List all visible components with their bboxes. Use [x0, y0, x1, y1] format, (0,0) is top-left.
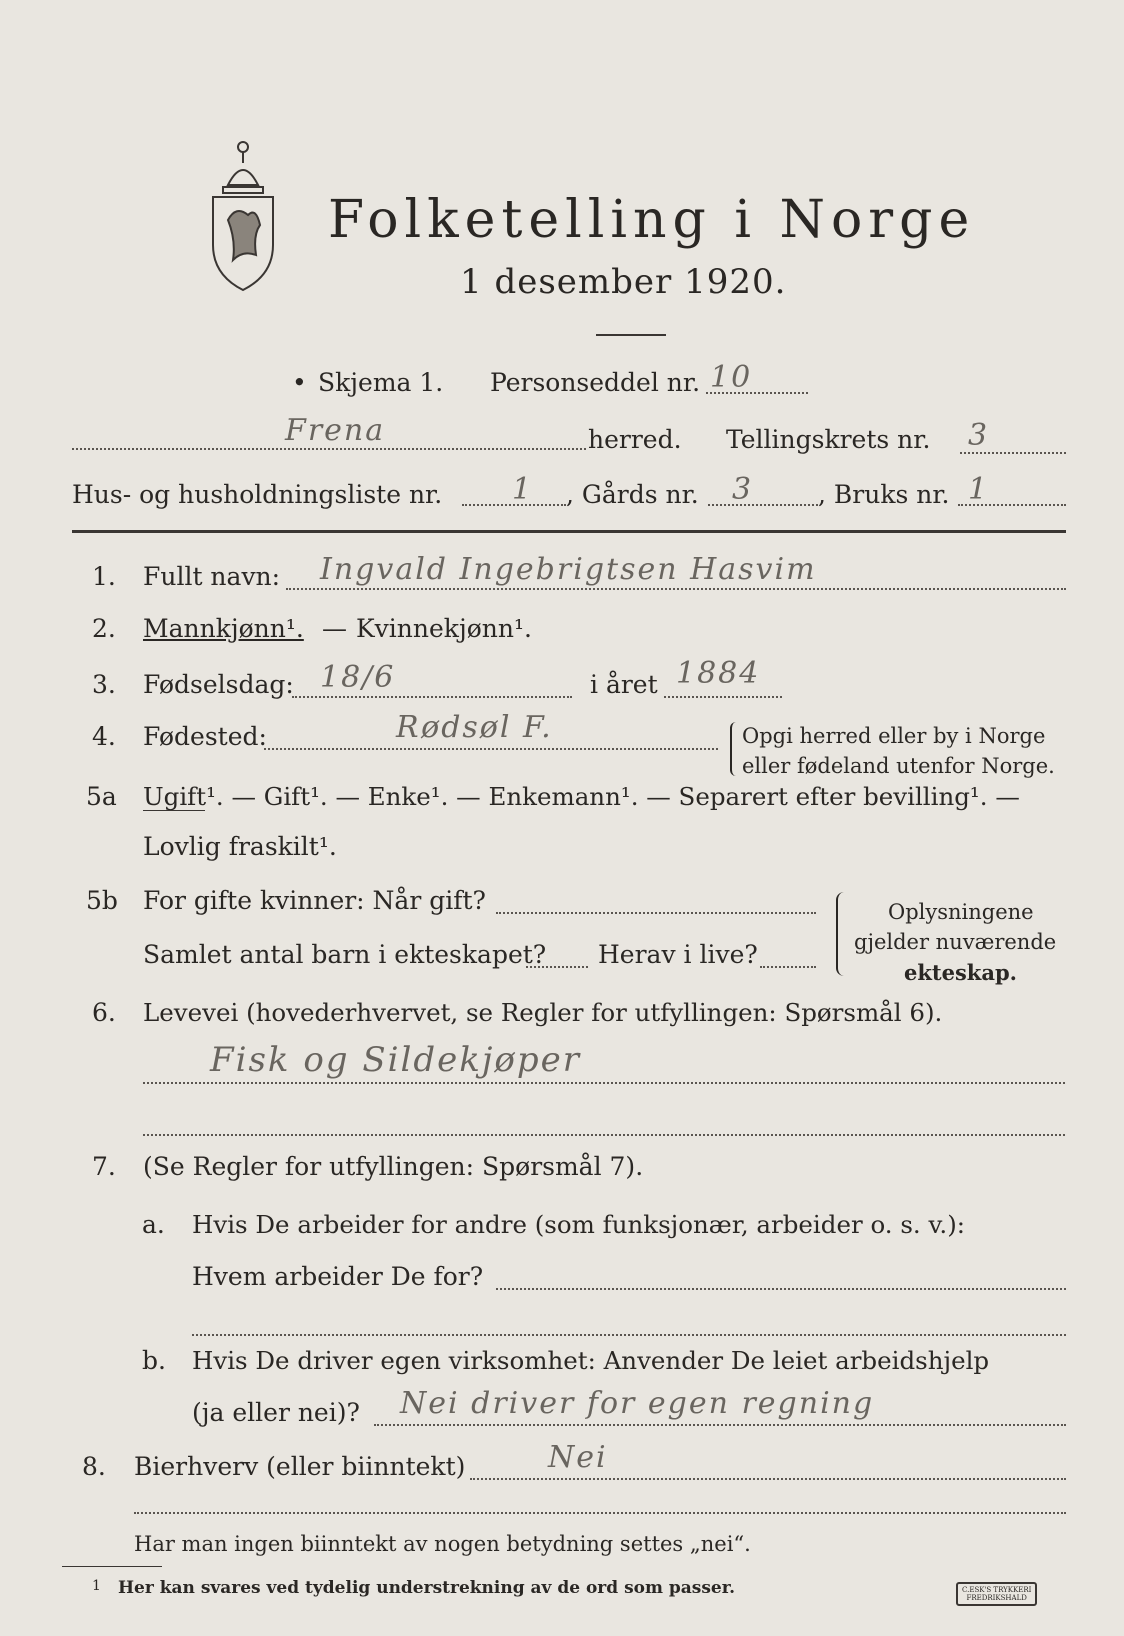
q2-male-option: Mannkjønn¹.	[143, 614, 304, 643]
q5b-line3	[760, 966, 816, 968]
q3-value: 18/6	[320, 660, 396, 695]
q6-number: 6.	[92, 998, 116, 1027]
footer-note: Har man ingen biinntekt av nogen betydning settes „nei“.	[134, 1532, 751, 1556]
q7a-answer-line	[496, 1288, 1066, 1290]
q2-separator: —	[322, 614, 347, 643]
coat-of-arms-icon	[198, 135, 288, 295]
q1-number: 1.	[92, 562, 116, 591]
q7a-answer-line2	[192, 1334, 1066, 1336]
q5b-note-line2: gjelder nuværende	[854, 930, 1057, 954]
q7a-letter: a.	[142, 1210, 165, 1239]
printer-stamp-line2: FREDRIKSHALD	[966, 1594, 1027, 1602]
q4-number: 4.	[92, 722, 116, 751]
q7b-value: Nei driver for egen regning	[400, 1386, 875, 1421]
gards-label: , Gårds nr.	[566, 480, 699, 509]
hus-value: 1	[512, 472, 534, 507]
gards-value: 3	[732, 472, 754, 507]
personseddel-label: Personseddel nr.	[490, 368, 701, 397]
q2-female-option: Kvinnekjønn¹.	[356, 614, 532, 643]
page-subtitle: 1 desember 1920.	[460, 262, 787, 302]
q6-label: Levevei (hovederhvervet, se Regler for utfyllingen: Spørsmål 6).	[143, 998, 943, 1027]
herred-line	[72, 448, 586, 450]
q5a-line1: Ugift¹. — Gift¹. — Enke¹. — Enkemann¹. — Separert efter bevilling¹. —	[143, 782, 1020, 811]
q6-line1	[143, 1082, 1065, 1084]
footnote-mark: 1	[92, 1578, 101, 1594]
q7-number: 7.	[92, 1152, 116, 1181]
q7b-letter: b.	[142, 1346, 166, 1375]
q7b-line1: Hvis De driver egen virksomhet: Anvender De leiet arbeidshjelp	[192, 1346, 990, 1375]
title-divider	[596, 334, 666, 336]
q8-line2	[134, 1512, 1066, 1514]
q3-line	[292, 696, 572, 698]
q7a-line2: Hvem arbeider De for?	[192, 1262, 484, 1291]
tellingskrets-value: 3	[968, 418, 990, 453]
q5b-label3: Herav i live?	[598, 940, 758, 969]
tellingskrets-label: Tellingskrets nr.	[726, 425, 931, 454]
q4-label: Fødested:	[143, 722, 267, 751]
gards-line	[708, 504, 818, 506]
bruks-label: , Bruks nr.	[818, 480, 950, 509]
q1-value: Ingvald Ingebrigtsen Hasvim	[320, 552, 817, 587]
q8-value: Nei	[548, 1440, 608, 1475]
q3-number: 3.	[92, 670, 116, 699]
q7b-answer-line	[374, 1424, 1066, 1426]
q4-line	[264, 748, 718, 750]
q5b-line1	[496, 912, 816, 914]
q3-label: Fødselsdag:	[143, 670, 294, 699]
herred-value: Frena	[285, 413, 386, 448]
hus-label: Hus- og husholdningsliste nr.	[72, 480, 443, 509]
q5b-note-line1: Oplysningene	[888, 900, 1034, 924]
q5b-label1: For gifte kvinner: Når gift?	[143, 886, 486, 915]
q4-note-brace	[730, 722, 740, 776]
q3-year-value: 1884	[676, 656, 761, 691]
printer-stamp-line1: C.ESK'S TRYKKERI	[962, 1586, 1032, 1594]
q7b-line2: (ja eller nei)?	[192, 1398, 360, 1427]
herred-label: herred.	[588, 425, 682, 454]
q5b-note-line3: ekteskap.	[904, 960, 1017, 985]
page-title: Folketelling i Norge	[328, 190, 976, 250]
q8-label: Bierhverv (eller biinntekt)	[134, 1452, 466, 1481]
schema-label: Skjema 1.	[318, 368, 444, 397]
q3-year-line	[664, 696, 782, 698]
q4-note-line1: Opgi herred eller by i Norge	[742, 724, 1046, 748]
q2-number: 2.	[92, 614, 116, 643]
footnote-rule	[62, 1566, 162, 1567]
q8-number: 8.	[82, 1452, 106, 1481]
q5a-number: 5a	[86, 782, 117, 811]
q6-line2	[143, 1134, 1065, 1136]
q5b-number: 5b	[86, 886, 118, 915]
q4-note-line2: eller fødeland utenfor Norge.	[742, 754, 1055, 778]
printer-stamp	[956, 1582, 1037, 1606]
bullet-mark: •	[292, 368, 307, 397]
q5b-note-brace	[836, 892, 848, 976]
q6-value: Fisk og Sildekjøper	[210, 1040, 582, 1080]
q5b-label2: Samlet antal barn i ekteskapet?	[143, 940, 547, 969]
q5a-line2: Lovlig fraskilt¹.	[143, 832, 337, 861]
q1-label: Fullt navn:	[143, 562, 281, 591]
header-rule	[72, 530, 1066, 533]
q7a-line1: Hvis De arbeider for andre (som funksjonær, arbeider o. s. v.):	[192, 1210, 966, 1239]
footnote-text: Her kan svares ved tydelig understrekning av de ord som passer.	[118, 1578, 736, 1598]
q8-line	[470, 1478, 1066, 1480]
q5a-ugift-underline	[143, 810, 205, 811]
personseddel-value: 10	[710, 360, 753, 395]
bruks-value: 1	[968, 472, 990, 507]
q3-year-label: i året	[590, 670, 658, 699]
q4-value: Rødsøl F.	[396, 710, 553, 745]
q7-label: (Se Regler for utfyllingen: Spørsmål 7).	[143, 1152, 644, 1181]
q1-line	[286, 588, 1066, 590]
q5b-line2	[526, 966, 588, 968]
